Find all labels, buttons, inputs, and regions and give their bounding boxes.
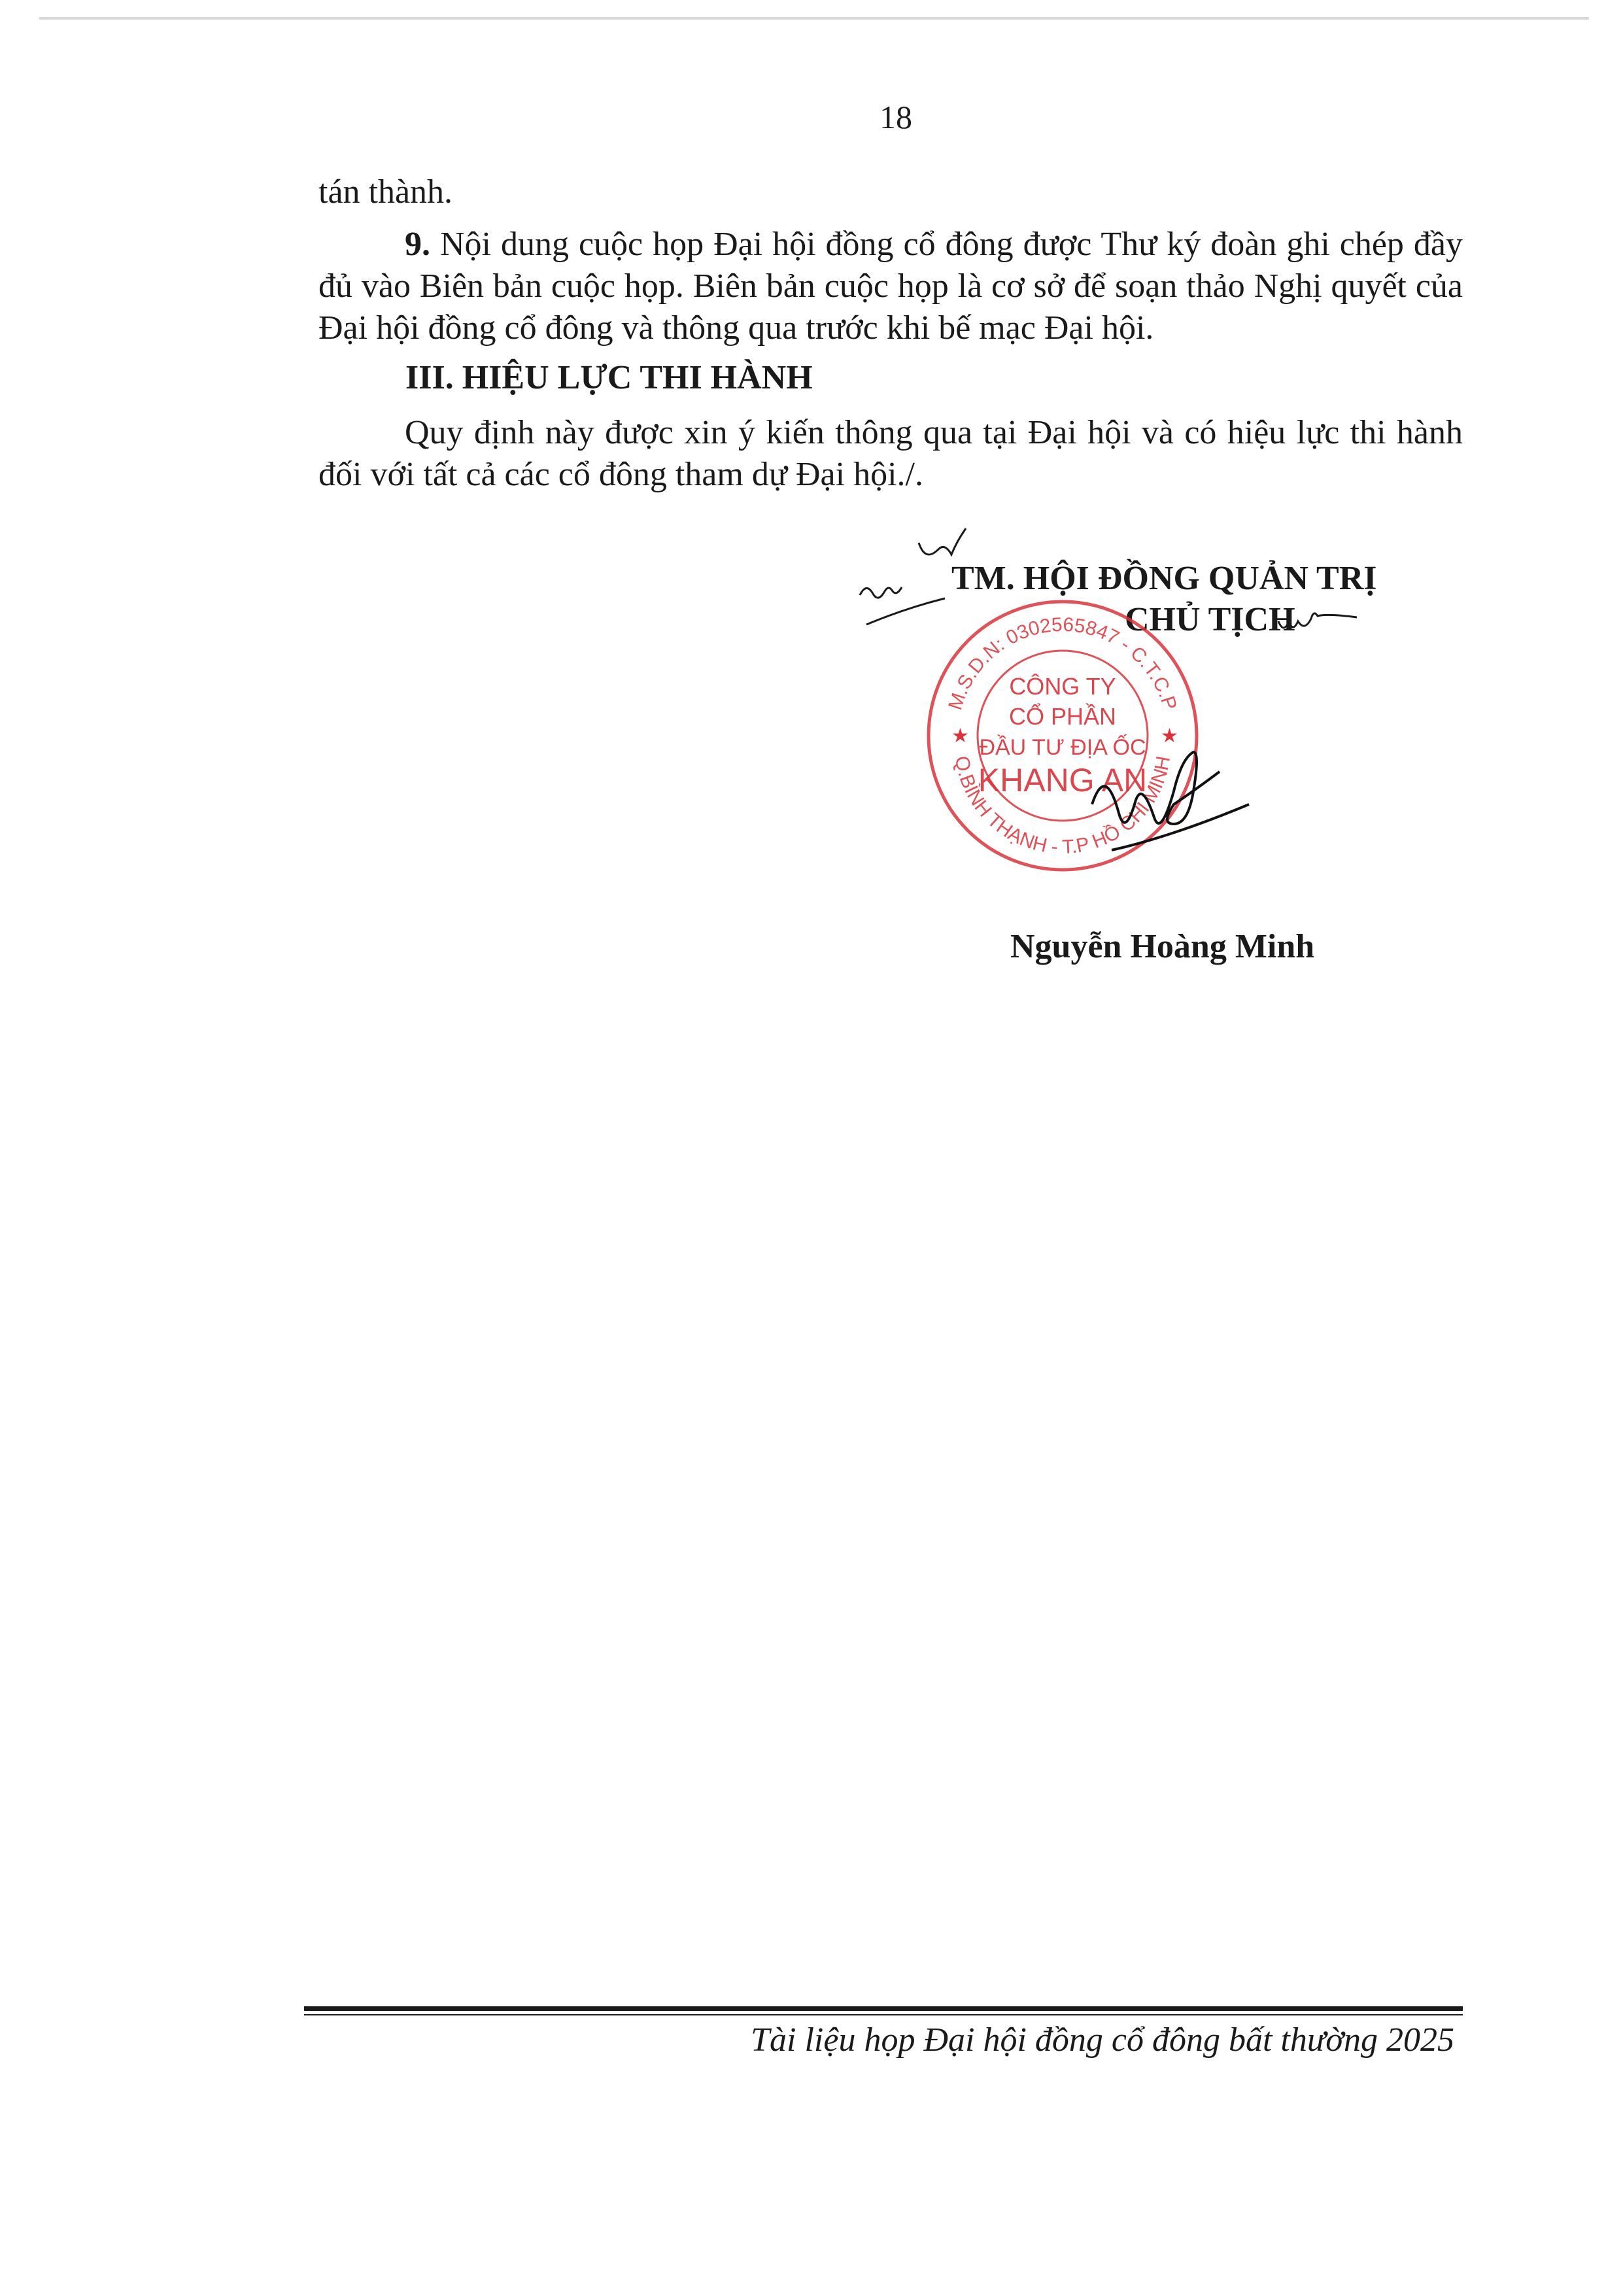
signatory-name: Nguyễn Hoàng Minh: [1010, 928, 1315, 965]
footer-rule-thin: [304, 2014, 1463, 2015]
stamp-ring-top: M.S.D.N: 0302565847 - C.T.C.P: [944, 613, 1181, 713]
top-rule: [39, 17, 1589, 20]
handwritten-signature: [1085, 726, 1256, 863]
item-9-number: 9.: [405, 226, 430, 263]
continuation-text: tán thành.: [318, 173, 453, 211]
stamp-line-3: ĐẦU TƯ ĐỊA ỐC: [979, 735, 1146, 760]
svg-text:★: ★: [951, 725, 969, 747]
footer-text: Tài liệu họp Đại hội đồng cổ đông bất thường 2025: [751, 2021, 1454, 2059]
svg-text:★: ★: [1161, 725, 1178, 747]
page-number: 18: [880, 99, 912, 135]
on-behalf-title: TM. HỘI ĐỒNG QUẢN TRỊ: [951, 560, 1377, 597]
stamp-line-4: KHANG AN: [978, 762, 1148, 798]
position-title: CHỦ TỊCH: [1125, 601, 1295, 638]
stamp-ring-bottom: Q.BÌNH THẠNH - T.P HỒ CHÍ MINH: [950, 754, 1175, 859]
item-9-paragraph: [318, 224, 1463, 349]
section-3-paragraph: Quy định này được xin ý kiến thông qua tại Đại hội và có hiệu lực thi hành đối với tất cả các cổ đông tham dự Đại hội./.: [318, 414, 1463, 493]
item-9-text: Nội dung cuộc họp Đại hội đồng cổ đông được Thư ký đoàn ghi chép đầy đủ vào Biên bản cuộc họp. Biên bản cuộc họp là cơ sở để soạn thảo Nghị quyết của Đại hội đồng cổ đông và thông qua trước khi bế mạc Đại hội.: [318, 226, 1463, 347]
section-3-heading: III. HIỆU LỰC THI HÀNH: [405, 359, 813, 396]
stamp-line-1: CÔNG TY: [1009, 673, 1116, 700]
stamp-line-2: CỔ PHẦN: [1008, 703, 1117, 730]
footer-rule-thick: [304, 2006, 1463, 2011]
